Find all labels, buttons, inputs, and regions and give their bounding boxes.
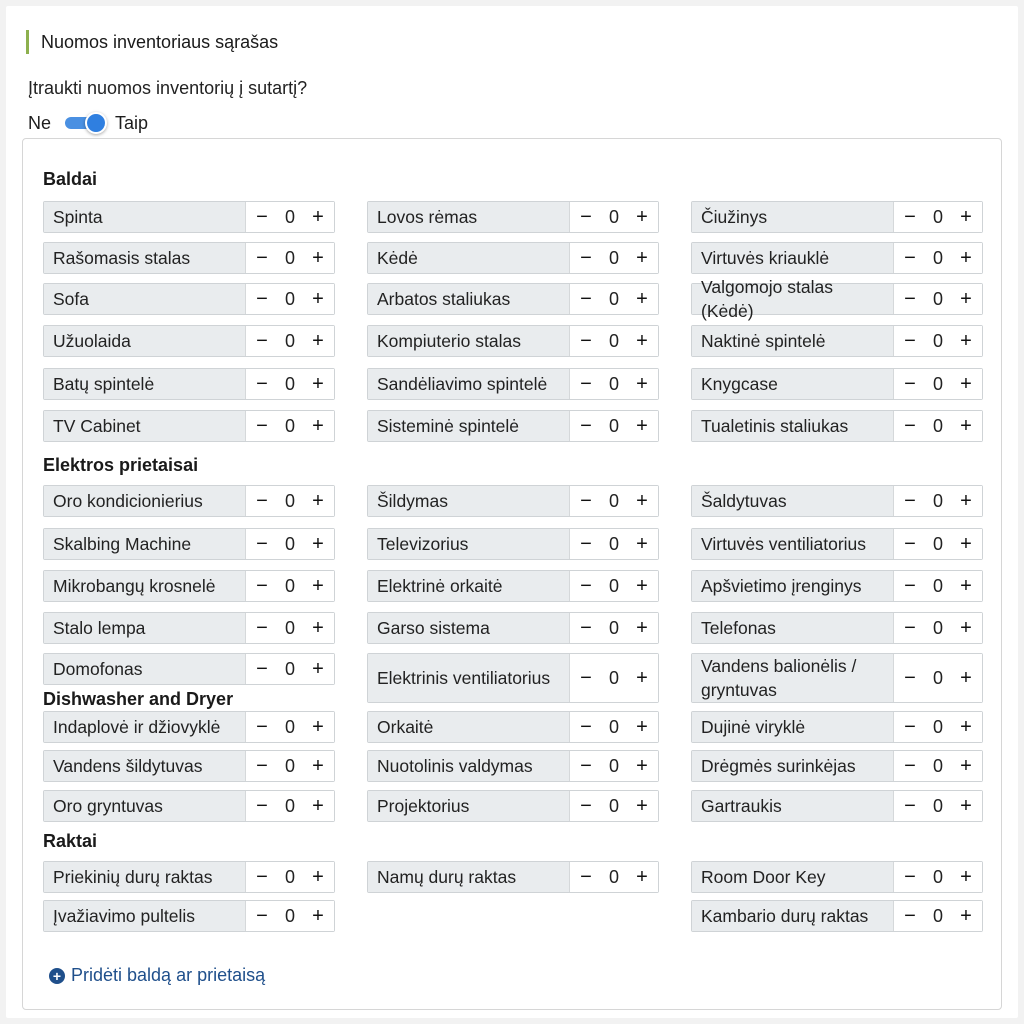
increment-button[interactable]: + bbox=[312, 330, 324, 352]
decrement-button[interactable]: − bbox=[904, 330, 916, 352]
increment-button[interactable]: + bbox=[636, 373, 648, 395]
quantity-value: 0 bbox=[608, 617, 619, 638]
category-heading-keys: Raktai bbox=[43, 831, 98, 851]
inventory-item bbox=[43, 325, 335, 357]
increment-button[interactable]: + bbox=[636, 617, 648, 639]
increment-button[interactable]: + bbox=[312, 288, 324, 310]
quantity-stepper bbox=[894, 901, 982, 931]
quantity-value: 0 bbox=[284, 617, 295, 638]
decrement-button[interactable]: − bbox=[904, 415, 916, 437]
quantity-value: 0 bbox=[932, 490, 943, 511]
item-label: Telefonas bbox=[692, 613, 894, 643]
quantity-stepper bbox=[246, 571, 334, 601]
inventory-item bbox=[43, 570, 335, 602]
quantity-value: 0 bbox=[932, 866, 943, 887]
item-label: Priekinių durų raktas bbox=[44, 862, 246, 892]
quantity-stepper bbox=[246, 791, 334, 821]
increment-button[interactable]: + bbox=[960, 905, 972, 927]
increment-button[interactable]: + bbox=[960, 617, 972, 639]
item-label: Gartraukis bbox=[692, 791, 894, 821]
inventory-item bbox=[367, 201, 659, 233]
item-label: Oro kondicionierius bbox=[44, 486, 246, 516]
decrement-button[interactable]: − bbox=[580, 206, 592, 228]
inventory-item bbox=[367, 653, 659, 703]
decrement-button[interactable]: − bbox=[904, 667, 916, 689]
quantity-value: 0 bbox=[932, 533, 943, 554]
increment-button[interactable]: + bbox=[312, 533, 324, 555]
quantity-stepper bbox=[894, 862, 982, 892]
decrement-button[interactable]: − bbox=[580, 330, 592, 352]
quantity-value: 0 bbox=[608, 866, 619, 887]
item-label: Room Door Key bbox=[692, 862, 894, 892]
quantity-value: 0 bbox=[608, 415, 619, 436]
quantity-stepper bbox=[570, 326, 658, 356]
category-heading-furniture: Baldai bbox=[43, 169, 98, 189]
inventory-item bbox=[367, 242, 659, 274]
toggle-knob bbox=[85, 112, 107, 134]
item-label: Virtuvės kriauklė bbox=[692, 243, 894, 273]
decrement-button[interactable]: − bbox=[904, 206, 916, 228]
increment-button[interactable]: + bbox=[960, 373, 972, 395]
inventory-item bbox=[691, 750, 983, 782]
quantity-value: 0 bbox=[608, 247, 619, 268]
item-label: Čiužinys bbox=[692, 202, 894, 232]
decrement-button[interactable]: − bbox=[904, 905, 916, 927]
quantity-value: 0 bbox=[932, 288, 943, 309]
decrement-button[interactable]: − bbox=[904, 617, 916, 639]
decrement-button[interactable]: − bbox=[580, 288, 592, 310]
quantity-stepper bbox=[246, 486, 334, 516]
decrement-button[interactable]: − bbox=[256, 490, 268, 512]
quantity-stepper bbox=[570, 751, 658, 781]
decrement-button[interactable]: − bbox=[580, 533, 592, 555]
decrement-button[interactable]: − bbox=[904, 490, 916, 512]
quantity-stepper bbox=[894, 284, 982, 314]
inventory-item bbox=[43, 368, 335, 400]
category-heading-dishwasher-dryer: Dishwasher and Dryer bbox=[43, 689, 234, 709]
increment-button[interactable]: + bbox=[960, 206, 972, 228]
quantity-stepper bbox=[570, 613, 658, 643]
quantity-value: 0 bbox=[284, 716, 295, 737]
quantity-value: 0 bbox=[932, 617, 943, 638]
item-label: Nuotolinis valdymas bbox=[368, 751, 570, 781]
item-label: Valgomojo stalas (Kėdė) bbox=[692, 284, 894, 314]
quantity-value: 0 bbox=[284, 490, 295, 511]
inventory-item bbox=[691, 410, 983, 442]
toggle-off-label: Ne bbox=[28, 112, 52, 133]
inventory-item bbox=[43, 861, 335, 893]
quantity-stepper bbox=[246, 369, 334, 399]
increment-button[interactable]: + bbox=[636, 795, 648, 817]
item-label: Kompiuterio stalas bbox=[368, 326, 570, 356]
inventory-item bbox=[367, 368, 659, 400]
quantity-value: 0 bbox=[932, 755, 943, 776]
item-label: Lovos rėmas bbox=[368, 202, 570, 232]
decrement-button[interactable]: − bbox=[580, 247, 592, 269]
quantity-value: 0 bbox=[608, 206, 619, 227]
quantity-value: 0 bbox=[608, 667, 619, 688]
inventory-item bbox=[43, 790, 335, 822]
item-label: TV Cabinet bbox=[44, 411, 246, 441]
decrement-button[interactable]: − bbox=[256, 330, 268, 352]
item-label: Spinta bbox=[44, 202, 246, 232]
quantity-value: 0 bbox=[284, 575, 295, 596]
quantity-stepper bbox=[246, 862, 334, 892]
inventory-item bbox=[43, 750, 335, 782]
item-label: Mikrobangų krosnelė bbox=[44, 571, 246, 601]
quantity-stepper bbox=[894, 369, 982, 399]
decrement-button[interactable]: − bbox=[256, 866, 268, 888]
item-label: Drėgmės surinkėjas bbox=[692, 751, 894, 781]
increment-button[interactable]: + bbox=[312, 490, 324, 512]
decrement-button[interactable]: − bbox=[904, 575, 916, 597]
increment-button[interactable]: + bbox=[960, 288, 972, 310]
quantity-value: 0 bbox=[284, 288, 295, 309]
decrement-button[interactable]: − bbox=[256, 658, 268, 680]
item-label: Elektrinis ventiliatorius bbox=[368, 654, 570, 702]
quantity-stepper bbox=[570, 284, 658, 314]
quantity-stepper bbox=[894, 571, 982, 601]
item-label: Užuolaida bbox=[44, 326, 246, 356]
increment-button[interactable]: + bbox=[636, 247, 648, 269]
quantity-stepper bbox=[246, 613, 334, 643]
item-label: Oro gryntuvas bbox=[44, 791, 246, 821]
increment-button[interactable]: + bbox=[960, 575, 972, 597]
quantity-stepper bbox=[246, 712, 334, 742]
decrement-button[interactable]: − bbox=[904, 866, 916, 888]
quantity-value: 0 bbox=[932, 795, 943, 816]
quantity-value: 0 bbox=[284, 905, 295, 926]
inventory-item bbox=[43, 242, 335, 274]
increment-button[interactable]: + bbox=[312, 373, 324, 395]
item-label: Projektorius bbox=[368, 791, 570, 821]
increment-button[interactable]: + bbox=[636, 330, 648, 352]
quantity-value: 0 bbox=[284, 206, 295, 227]
quantity-stepper bbox=[246, 529, 334, 559]
increment-button[interactable]: + bbox=[636, 667, 648, 689]
item-label: Skalbing Machine bbox=[44, 529, 246, 559]
quantity-stepper bbox=[894, 654, 982, 702]
quantity-stepper bbox=[894, 529, 982, 559]
increment-button[interactable]: + bbox=[636, 415, 648, 437]
item-label: Knygcase bbox=[692, 369, 894, 399]
increment-button[interactable]: + bbox=[636, 288, 648, 310]
decrement-button[interactable]: − bbox=[580, 755, 592, 777]
item-label: Orkaitė bbox=[368, 712, 570, 742]
increment-button[interactable]: + bbox=[636, 490, 648, 512]
inventory-page bbox=[6, 6, 1018, 1018]
decrement-button[interactable]: − bbox=[904, 247, 916, 269]
decrement-button[interactable]: − bbox=[256, 905, 268, 927]
item-label: Elektrinė orkaitė bbox=[368, 571, 570, 601]
inventory-item bbox=[367, 711, 659, 743]
quantity-stepper bbox=[246, 654, 334, 684]
increment-button[interactable]: + bbox=[960, 716, 972, 738]
quantity-stepper bbox=[570, 369, 658, 399]
inventory-item bbox=[43, 201, 335, 233]
decrement-button[interactable]: − bbox=[256, 533, 268, 555]
quantity-stepper bbox=[894, 326, 982, 356]
item-label: Naktinė spintelė bbox=[692, 326, 894, 356]
quantity-value: 0 bbox=[932, 415, 943, 436]
quantity-value: 0 bbox=[608, 330, 619, 351]
quantity-stepper bbox=[894, 243, 982, 273]
increment-button[interactable]: + bbox=[312, 206, 324, 228]
inventory-item bbox=[691, 368, 983, 400]
inventory-item bbox=[367, 790, 659, 822]
increment-button[interactable]: + bbox=[636, 575, 648, 597]
increment-button[interactable]: + bbox=[960, 533, 972, 555]
quantity-stepper bbox=[246, 284, 334, 314]
inventory-item bbox=[691, 711, 983, 743]
quantity-value: 0 bbox=[608, 373, 619, 394]
quantity-value: 0 bbox=[932, 667, 943, 688]
quantity-value: 0 bbox=[284, 658, 295, 679]
decrement-button[interactable]: − bbox=[256, 716, 268, 738]
quantity-stepper bbox=[894, 202, 982, 232]
inventory-item bbox=[691, 242, 983, 274]
quantity-stepper bbox=[246, 202, 334, 232]
page-title: Nuomos inventoriaus sąrašas bbox=[26, 30, 278, 54]
inventory-item bbox=[691, 900, 983, 932]
inventory-item bbox=[43, 528, 335, 560]
increment-button[interactable]: + bbox=[960, 866, 972, 888]
include-inventory-question: Įtraukti nuomos inventorių į sutartį? bbox=[28, 78, 308, 98]
increment-button[interactable]: + bbox=[960, 667, 972, 689]
item-label: Indaplovė ir džiovyklė bbox=[44, 712, 246, 742]
item-label: Arbatos staliukas bbox=[368, 284, 570, 314]
decrement-button[interactable]: − bbox=[580, 575, 592, 597]
decrement-button[interactable]: − bbox=[256, 755, 268, 777]
plus-circle-icon: + bbox=[49, 968, 65, 984]
decrement-button[interactable]: − bbox=[904, 716, 916, 738]
increment-button[interactable]: + bbox=[960, 247, 972, 269]
quantity-stepper bbox=[570, 529, 658, 559]
item-label: Televizorius bbox=[368, 529, 570, 559]
inventory-item bbox=[367, 612, 659, 644]
quantity-stepper bbox=[570, 411, 658, 441]
quantity-value: 0 bbox=[284, 533, 295, 554]
quantity-stepper bbox=[894, 411, 982, 441]
item-label: Namų durų raktas bbox=[368, 862, 570, 892]
decrement-button[interactable]: − bbox=[580, 617, 592, 639]
quantity-value: 0 bbox=[284, 247, 295, 268]
decrement-button[interactable]: − bbox=[580, 795, 592, 817]
quantity-value: 0 bbox=[608, 288, 619, 309]
increment-button[interactable]: + bbox=[312, 795, 324, 817]
quantity-value: 0 bbox=[284, 755, 295, 776]
increment-button[interactable]: + bbox=[636, 716, 648, 738]
quantity-stepper bbox=[570, 862, 658, 892]
decrement-button[interactable]: − bbox=[580, 373, 592, 395]
quantity-value: 0 bbox=[932, 716, 943, 737]
inventory-item bbox=[367, 283, 659, 315]
item-label: Sisteminė spintelė bbox=[368, 411, 570, 441]
quantity-value: 0 bbox=[608, 795, 619, 816]
add-item-label: Pridėti baldą ar prietaisą bbox=[71, 965, 266, 985]
quantity-value: 0 bbox=[608, 716, 619, 737]
item-label: Stalo lempa bbox=[44, 613, 246, 643]
quantity-stepper bbox=[894, 712, 982, 742]
quantity-value: 0 bbox=[932, 373, 943, 394]
decrement-button[interactable]: − bbox=[256, 373, 268, 395]
inventory-item bbox=[367, 750, 659, 782]
quantity-stepper bbox=[246, 901, 334, 931]
quantity-stepper bbox=[894, 751, 982, 781]
decrement-button[interactable]: − bbox=[904, 373, 916, 395]
inventory-item bbox=[43, 283, 335, 315]
inventory-item bbox=[43, 612, 335, 644]
quantity-stepper bbox=[894, 791, 982, 821]
inventory-item bbox=[43, 711, 335, 743]
inventory-item bbox=[367, 528, 659, 560]
increment-button[interactable]: + bbox=[312, 716, 324, 738]
inventory-item bbox=[43, 653, 335, 685]
decrement-button[interactable]: − bbox=[256, 415, 268, 437]
item-label: Šaldytuvas bbox=[692, 486, 894, 516]
inventory-item bbox=[691, 325, 983, 357]
inventory-item bbox=[691, 790, 983, 822]
toggle-on-label: Taip bbox=[115, 112, 149, 133]
quantity-value: 0 bbox=[932, 905, 943, 926]
inventory-item bbox=[367, 325, 659, 357]
item-label: Garso sistema bbox=[368, 613, 570, 643]
inventory-item bbox=[43, 485, 335, 517]
increment-button[interactable]: + bbox=[636, 755, 648, 777]
inventory-item bbox=[691, 201, 983, 233]
increment-button[interactable]: + bbox=[960, 755, 972, 777]
inventory-item bbox=[367, 485, 659, 517]
quantity-stepper bbox=[570, 712, 658, 742]
decrement-button[interactable]: − bbox=[256, 617, 268, 639]
decrement-button[interactable]: − bbox=[256, 575, 268, 597]
quantity-value: 0 bbox=[608, 533, 619, 554]
inventory-item bbox=[43, 900, 335, 932]
quantity-value: 0 bbox=[608, 575, 619, 596]
decrement-button[interactable]: − bbox=[580, 490, 592, 512]
decrement-button[interactable]: − bbox=[580, 667, 592, 689]
inventory-item bbox=[691, 612, 983, 644]
item-label: Vandens šildytuvas bbox=[44, 751, 246, 781]
decrement-button[interactable]: − bbox=[580, 716, 592, 738]
quantity-stepper bbox=[570, 486, 658, 516]
decrement-button[interactable]: − bbox=[904, 755, 916, 777]
decrement-button[interactable]: − bbox=[256, 795, 268, 817]
decrement-button[interactable]: − bbox=[256, 288, 268, 310]
add-item-button[interactable] bbox=[49, 965, 265, 986]
inventory-item bbox=[367, 861, 659, 893]
quantity-value: 0 bbox=[932, 575, 943, 596]
item-label: Rašomasis stalas bbox=[44, 243, 246, 273]
inventory-item bbox=[691, 528, 983, 560]
quantity-value: 0 bbox=[284, 373, 295, 394]
quantity-stepper bbox=[246, 411, 334, 441]
inventory-item bbox=[691, 653, 983, 703]
include-inventory-toggle-row bbox=[28, 110, 148, 136]
quantity-stepper bbox=[894, 613, 982, 643]
item-label: Batų spintelė bbox=[44, 369, 246, 399]
quantity-stepper bbox=[894, 486, 982, 516]
include-inventory-toggle[interactable] bbox=[65, 112, 107, 134]
decrement-button[interactable]: − bbox=[904, 795, 916, 817]
inventory-item bbox=[367, 570, 659, 602]
increment-button[interactable]: + bbox=[312, 755, 324, 777]
inventory-item bbox=[691, 277, 983, 321]
quantity-value: 0 bbox=[284, 795, 295, 816]
quantity-stepper bbox=[570, 571, 658, 601]
category-heading-appliances: Elektros prietaisai bbox=[43, 455, 199, 475]
inventory-item bbox=[367, 410, 659, 442]
increment-button[interactable]: + bbox=[960, 490, 972, 512]
increment-button[interactable]: + bbox=[312, 415, 324, 437]
item-label: Vandens balionėlis / gryntuvas bbox=[692, 654, 894, 702]
quantity-value: 0 bbox=[932, 330, 943, 351]
increment-button[interactable]: + bbox=[636, 206, 648, 228]
inventory-item bbox=[43, 410, 335, 442]
item-label: Kambario durų raktas bbox=[692, 901, 894, 931]
increment-button[interactable]: + bbox=[960, 330, 972, 352]
inventory-item bbox=[691, 570, 983, 602]
item-label: Šildymas bbox=[368, 486, 570, 516]
decrement-button[interactable]: − bbox=[904, 533, 916, 555]
inventory-item bbox=[691, 861, 983, 893]
quantity-value: 0 bbox=[932, 206, 943, 227]
quantity-stepper bbox=[570, 791, 658, 821]
quantity-value: 0 bbox=[284, 330, 295, 351]
item-label: Apšvietimo įrenginys bbox=[692, 571, 894, 601]
item-label: Virtuvės ventiliatorius bbox=[692, 529, 894, 559]
item-label: Tualetinis staliukas bbox=[692, 411, 894, 441]
increment-button[interactable]: + bbox=[960, 795, 972, 817]
increment-button[interactable]: + bbox=[312, 658, 324, 680]
increment-button[interactable]: + bbox=[636, 866, 648, 888]
quantity-stepper bbox=[246, 751, 334, 781]
increment-button[interactable]: + bbox=[312, 905, 324, 927]
quantity-stepper bbox=[570, 654, 658, 702]
item-label: Įvažiavimo pultelis bbox=[44, 901, 246, 931]
increment-button[interactable]: + bbox=[312, 247, 324, 269]
decrement-button[interactable]: − bbox=[580, 415, 592, 437]
quantity-stepper bbox=[570, 202, 658, 232]
quantity-stepper bbox=[246, 326, 334, 356]
item-label: Domofonas bbox=[44, 654, 246, 684]
quantity-value: 0 bbox=[284, 866, 295, 887]
decrement-button[interactable]: − bbox=[580, 866, 592, 888]
item-label: Sandėliavimo spintelė bbox=[368, 369, 570, 399]
quantity-value: 0 bbox=[608, 490, 619, 511]
decrement-button[interactable]: − bbox=[904, 288, 916, 310]
increment-button[interactable]: + bbox=[312, 617, 324, 639]
item-label: Kėdė bbox=[368, 243, 570, 273]
decrement-button[interactable]: − bbox=[256, 247, 268, 269]
quantity-value: 0 bbox=[932, 247, 943, 268]
increment-button[interactable]: + bbox=[636, 533, 648, 555]
decrement-button[interactable]: − bbox=[256, 206, 268, 228]
item-label: Dujinė viryklė bbox=[692, 712, 894, 742]
quantity-value: 0 bbox=[284, 415, 295, 436]
inventory-card bbox=[22, 138, 1002, 1010]
increment-button[interactable]: + bbox=[960, 415, 972, 437]
increment-button[interactable]: + bbox=[312, 575, 324, 597]
inventory-item bbox=[691, 485, 983, 517]
quantity-stepper bbox=[570, 243, 658, 273]
quantity-value: 0 bbox=[608, 755, 619, 776]
quantity-stepper bbox=[246, 243, 334, 273]
increment-button[interactable]: + bbox=[312, 866, 324, 888]
item-label: Sofa bbox=[44, 284, 246, 314]
